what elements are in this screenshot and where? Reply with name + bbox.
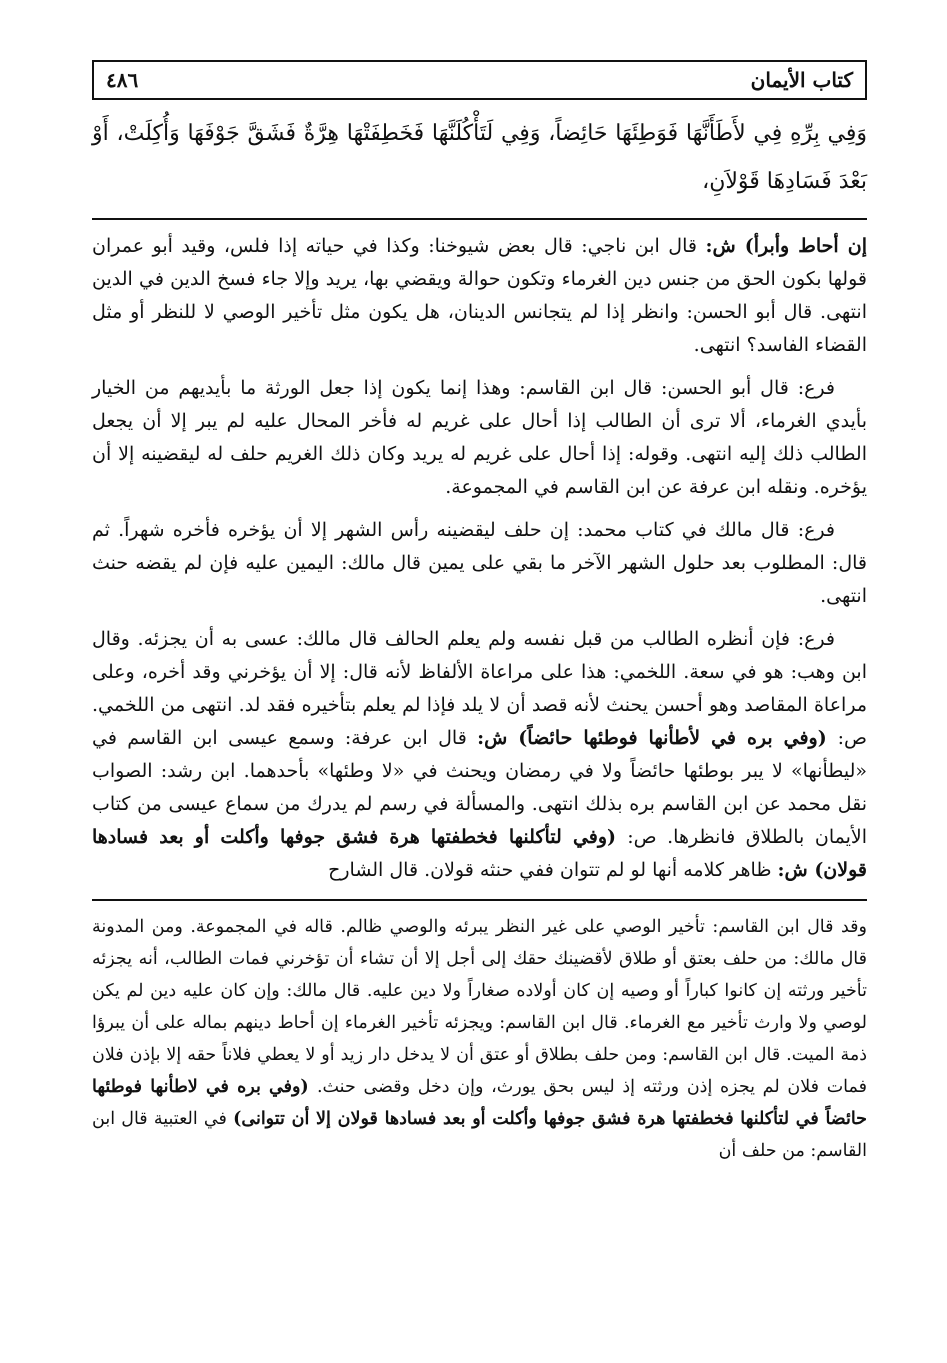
matn-quote: (وفي بره في لاطأنها فوطئها حائضاً في لتأكلنها فخطفتها هرة فشق جوفها وأكلت أو بعد فسادها قولان إلا أن تتوانى) xyxy=(92,1077,867,1129)
paragraph-text: فرع: قال أبو الحسن: قال ابن القاسم: وهذا إنما يكون إذا جعل الورثة ما بأيديهم من الخيار بأيدي الغرماء، ألا ترى أن الطالب إذا أحال على غريم له فأخر المحال عليه لم يبر إلا أن يجعل الطالب ذلك إليه انتهى. وقوله: إذا أحال على غريم له يريد وكان ذلك الغريم حلف له ليقضينه إلا أن يؤخره. ونقله ابن عرفة عن ابن القاسم في المجموعة. xyxy=(92,377,867,498)
matn-text: وَفِي بِرِّهِ فِي لأَطَأَنَّهَا فَوَطِئَهَا حَائِضاً، وَفِي لَتَأْكُلَنَّهَا فَخَطِفَتْهَا هِرَّةٌ فَشَقَّ جَوْفَهَا وَأُكِلَتْ، أَوْ بَعْدَ فَسَادِهَا قَوْلاَنِ، xyxy=(92,121,867,194)
lower-commentary xyxy=(92,911,867,1167)
commentary xyxy=(92,230,867,887)
paragraph-text: قال ابن عرفة: وسمع عيسى ابن القاسم في «ليطأنها» لا يبر بوطئها حائضاً ولا في رمضان ويحنث في «لا وطئها» بأحدهما. ابن رشد: الصواب نقل محمد عن ابن القاسم بره بذلك انتهى. والمسألة في رسم لم يدرك من سماع عيسى من كتاب الأيمان بالطلاق فانظرها. ص: xyxy=(92,727,867,848)
paragraph-text: في العتبية قال ابن القاسم: من حلف أن xyxy=(92,1109,867,1161)
matn-quote: (وفي لتأكلنها فخطفتها هرة فشق جوفها وأكلت أو بعد فسادها قولان) ش: xyxy=(92,826,867,881)
notes-paragraph xyxy=(92,911,867,1167)
paragraph-text: ظاهر كلامه أنها لو لم تتوان ففي حنثه قولان. قال الشارح xyxy=(328,859,778,881)
commentary-paragraph-3 xyxy=(92,514,867,613)
matn-quote: إن أحاط وأبرأ) ش: xyxy=(705,235,867,257)
commentary-paragraph-2 xyxy=(92,372,867,504)
page-number: ٤٨٦ xyxy=(106,68,139,92)
commentary-paragraph-1 xyxy=(92,230,867,362)
commentary-paragraph-4 xyxy=(92,623,867,887)
page-header xyxy=(92,60,867,100)
paragraph-text: فرع: فإن أنظره الطالب من قبل نفسه ولم يعلم الحالف قال مالك: عسى به أن يجزئه. وقال ابن وهب: هو في سعة. اللخمي: هذا على مراعاة الألفاظ لأنه قال: إلا أن يؤخرني وقد أخره، وعلى مراعاة المقاصد وهو أحسن يحنث لأنه قصد أن لا يلد فإذا لم يعلم بتأخيره فقد لد. انتهى من اللخمي. ص: xyxy=(92,628,868,749)
paragraph-text: وقد قال ابن القاسم: تأخير الوصي على غير النظر يبرئه والوصي ظالم. قاله في المجموعة. ومن المدونة قال مالك: من حلف بعتق أو طلاق لأقضينك حقك إلى أجل إلا أن تشاء أن تؤخرني فمات الطالب، أنه يجزئه تأخير ورثته إن كانوا كباراً أو وصيه إن كان أولاده صغاراً ولا دين عليه. قال مالك: وإن كان عليه دين لم يكن لوصي ولا وارث تأخير مع الغرماء. قال ابن القاسم: ويجزئه تأخير الغرماء إن أحاط دينهم بماله على أن يبرؤا ذمة الميت. قال ابن القاسم: ومن حلف بطلاق أو عتق أن لا يدخل دار زيد أو لا يعطي فلاناً حقه إلا بإذن فلان فمات فلان لم يجزه إذن ورثته إذ ليس بحق يورث، وإن دخل وقضى حنث. xyxy=(92,917,867,1097)
divider-top xyxy=(92,218,867,220)
matn-quote: (وفي بره في لأطأنها فوطئها حائضاً) ش: xyxy=(477,727,838,749)
book-title: كتاب الأيمان xyxy=(750,68,853,92)
paragraph-text: قال ابن ناجي: قال بعض شيوخنا: وكذا في حياته إذا فلس، وقيد أبو عمران قولها بكون الحق من جنس دين الغرماء وتكون حوالة ويقضي بها، يريد وإلا جاء فسخ الدين في الدين انتهى. قال أبو الحسن: وانظر إذا لم يتجانس الدينان، هل يكون مثل تأخير الوصي لا للنظر أو مثل القضاء الفاسد؟ انتهى. xyxy=(92,235,867,356)
divider-notes xyxy=(92,899,867,901)
paragraph-text: فرع: قال مالك في كتاب محمد: إن حلف ليقضينه رأس الشهر إلا أن يؤخره فأخره شهراً. ثم قال: المطلوب بعد حلول الشهر الآخر ما بقي على يمين قال مالك: اليمين عليه فإن لم يقضه حنث انتهى. xyxy=(92,519,868,607)
